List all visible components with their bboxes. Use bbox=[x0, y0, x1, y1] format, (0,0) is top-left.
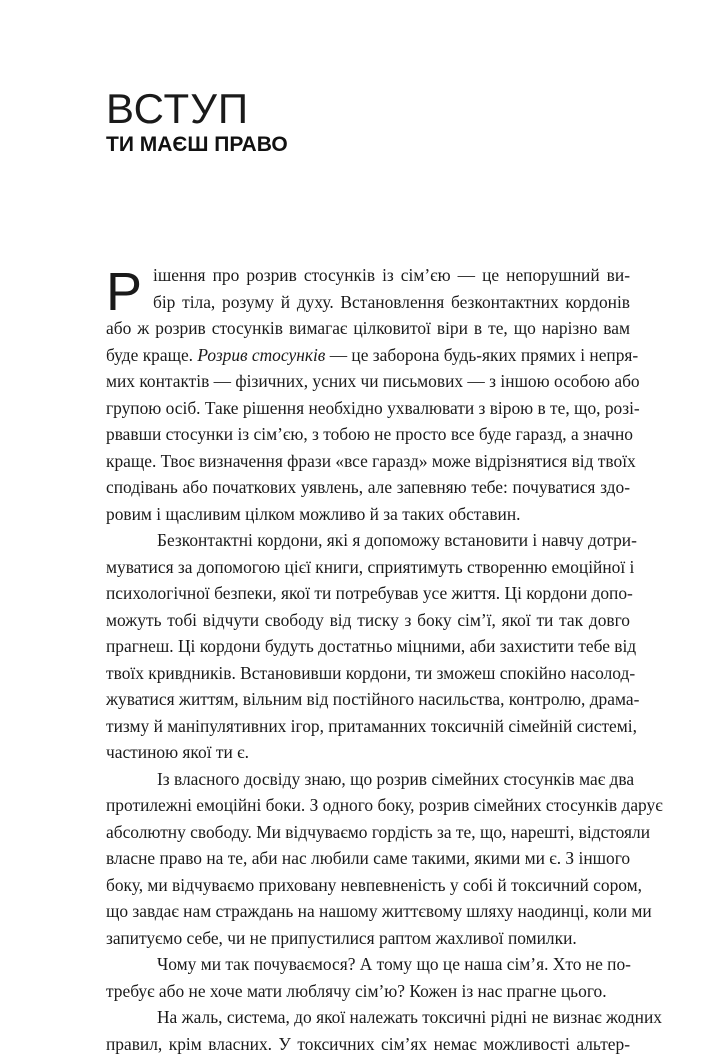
text-line: або ж розрив стосунків вимагає цілковитої віри в те, що нарізно вам bbox=[106, 315, 630, 342]
text-line: муватися за допомогою цієї книги, сприятимуть створенню емоційної і bbox=[106, 554, 630, 581]
chapter-title: ТИ МАЄШ ПРАВО bbox=[106, 134, 288, 155]
chapter-kicker: ВСТУП bbox=[106, 88, 249, 130]
text-line: запитуємо себе, чи не припустилися раптом жахливої помилки. bbox=[106, 925, 630, 952]
paragraph-lines bbox=[106, 262, 630, 1057]
italic-term: Розрив стосунків bbox=[197, 345, 325, 365]
text-line bbox=[106, 342, 630, 369]
text-fragment: — це заборона будь-яких прямих і непря- bbox=[325, 345, 638, 365]
text-line: ішення про розрив стосунків із сім’єю — це непорушний ви- bbox=[106, 262, 630, 289]
text-line: боку, ми відчуваємо приховану невпевненість у собі й токсичний сором, bbox=[106, 872, 630, 899]
text-line: сподівань або початкових уявлень, але запевняю тебе: почуватися здо- bbox=[106, 474, 630, 501]
text-line: требує або не хоче мати люблячу сім’ю? Кожен із нас прагне цього. bbox=[106, 978, 630, 1005]
text-line: абсолютну свободу. Ми відчуваємо гордість за те, що, нарешті, відстояли bbox=[106, 819, 630, 846]
text-line: жуватися життям, вільним від постійного насильства, контролю, драма- bbox=[106, 686, 630, 713]
text-line: бір тіла, розуму й духу. Встановлення безконтактних кордонів bbox=[106, 289, 630, 316]
text-line: правил, крім власних. У токсичних сім’ях немає можливості альтер- bbox=[106, 1031, 630, 1057]
text-line: Чому ми так почуваємося? А тому що це наша сім’я. Хто не по- bbox=[106, 951, 630, 978]
text-line: рвавши стосунки із сім’єю, з тобою не просто все буде гаразд, а значно bbox=[106, 421, 630, 448]
text-line: Безконтактні кордони, які я допоможу встановити і навчу дотри- bbox=[106, 527, 630, 554]
text-line: Із власного досвіду знаю, що розрив сімейних стосунків має два bbox=[106, 766, 630, 793]
text-line: протилежні емоційні боки. З одного боку, розрив сімейних стосунків дарує bbox=[106, 792, 630, 819]
body-text bbox=[106, 262, 630, 1057]
text-line: що завдає нам страждань на нашому життєвому шляху наодинці, коли ми bbox=[106, 898, 630, 925]
text-line: групою осіб. Таке рішення необхідно ухвалювати з вірою в те, що, розі- bbox=[106, 395, 630, 422]
text-line: психологічної безпеки, якої ти потребував усе життя. Ці кордони допо- bbox=[106, 580, 630, 607]
text-line: власне право на те, аби нас любили саме такими, якими ми є. З іншого bbox=[106, 845, 630, 872]
text-line: прагнеш. Ці кордони будуть достатньо міцними, аби захистити тебе від bbox=[106, 633, 630, 660]
text-line: тизму й маніпулятивних ігор, притаманних токсичній сімейній системі, bbox=[106, 713, 630, 740]
text-line: можуть тобі відчути свободу від тиску з боку сім’ї, якої ти так довго bbox=[106, 607, 630, 634]
text-line: краще. Твоє визначення фрази «все гаразд» може відрізнятися від твоїх bbox=[106, 448, 630, 475]
text-line: частиною якої ти є. bbox=[106, 739, 630, 766]
text-line: ровим і щасливим цілком можливо й за таких обставин. bbox=[106, 501, 630, 528]
text-fragment: буде краще. bbox=[106, 345, 197, 365]
drop-cap: Р bbox=[106, 265, 142, 319]
text-line: твоїх кривдників. Встановивши кордони, ти зможеш спокійно насолод- bbox=[106, 660, 630, 687]
text-line: мих контактів — фізичних, усних чи письмових — з іншою особою або bbox=[106, 368, 630, 395]
text-line: На жаль, система, до якої належать токсичні рідні не визнає жодних bbox=[106, 1004, 630, 1031]
